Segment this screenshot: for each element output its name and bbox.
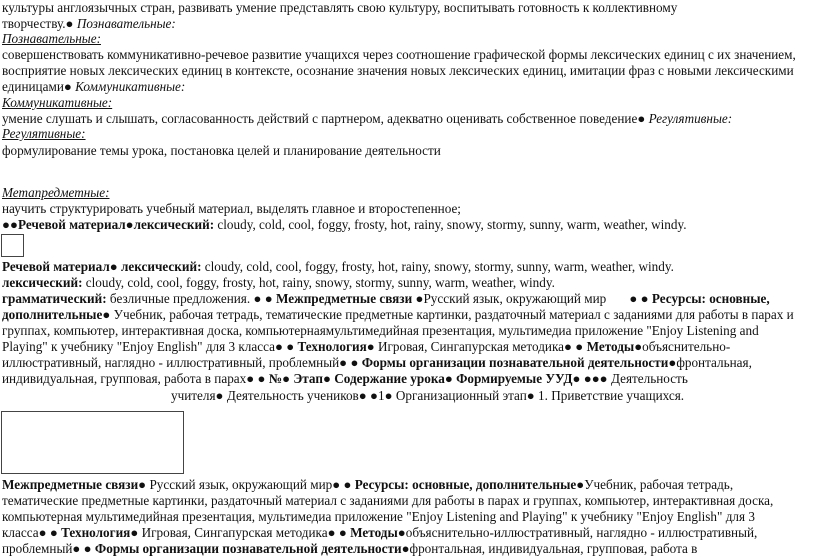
text-line	[2, 79, 185, 96]
bullet-icon: ●	[286, 339, 295, 354]
empty-box	[1, 234, 24, 257]
text-line	[2, 493, 773, 510]
text-run: фронтальная, индивидуальная, групповая, работа в	[409, 541, 698, 556]
bullet-icon: ●	[38, 525, 47, 540]
bullet-icon: ●	[572, 371, 581, 386]
bullet-icon: ●	[350, 355, 359, 370]
section-label-communicative: Коммуникативные:	[75, 79, 186, 94]
text-run: индивидуальная, групповая, работа в парах	[2, 371, 247, 386]
text-run: безличные предложения.	[106, 291, 254, 306]
bullet-icon: ●	[9, 217, 18, 232]
text-run: Познавательные:	[2, 31, 101, 46]
text-run: Формы организации познавательной деятельности	[358, 355, 669, 370]
text-run: Организационный этап	[392, 388, 527, 403]
bullet-icon: ●	[591, 371, 600, 386]
text-run: Методы	[346, 525, 398, 540]
bullet-icon: ●	[668, 355, 677, 370]
text-run: Этап	[290, 371, 323, 386]
text-run: Игровая, Сингапурская методика	[374, 339, 565, 354]
text-run: Ресурсы: основные,	[648, 291, 770, 306]
text-run: лексический:	[117, 259, 202, 274]
bullet-icon: ●	[576, 477, 585, 492]
text-run: Методы	[583, 339, 635, 354]
text-run: группах, компьютер, интерактивная доска, компьютернаямультимедийная презентация, мультимедиа приложение "Enjoy Listening and	[2, 323, 759, 338]
text-run: совершенствовать коммуникативно-речевое развитие учащихся через соотношение графической формы лексических единиц с их значением,	[2, 47, 796, 62]
text-line	[2, 477, 733, 494]
text-run: Playing" к учебнику "Enjoy English" для 3 класса	[2, 339, 275, 354]
text-line	[2, 339, 730, 356]
text-run: класса	[2, 525, 39, 540]
bullet-icon: ●	[338, 525, 347, 540]
bullet-icon: ●	[102, 307, 111, 322]
text-run: Коммуникативные:	[2, 95, 113, 110]
text-run: 1. Приветствие учащихся.	[534, 388, 685, 403]
text-run: Деятельность учеников	[223, 388, 359, 403]
text-run: Учебник, рабочая тетрадь, тематические предметные картинки, раздаточный материал с заданиями для работы в парах и	[110, 307, 794, 322]
text-run: Учебник, рабочая тетрадь,	[584, 477, 734, 492]
bullet-icon: ●	[274, 339, 283, 354]
text-line	[2, 355, 752, 372]
text-line	[2, 307, 794, 324]
bullet-icon: ●	[444, 371, 453, 386]
text-run: Речевой материал	[17, 217, 126, 232]
text-run: дополнительные	[2, 307, 103, 322]
bullet-icon: ●	[63, 79, 72, 94]
bullet-icon: ●	[215, 388, 224, 403]
text-run: Русский язык, окружающий мир	[423, 291, 607, 306]
text-line	[2, 63, 794, 80]
section-heading-regulatory	[2, 126, 86, 143]
bullet-icon: ●	[370, 388, 378, 403]
bullet-icon: ●	[583, 371, 592, 386]
bullet-icon: ●	[384, 388, 393, 403]
text-run: Ресурсы: основные, дополнительные	[351, 477, 577, 492]
text-run: фронтальная,	[676, 355, 752, 370]
bullet-icon: ●	[401, 541, 410, 556]
text-run: учителя	[171, 388, 216, 403]
text-run: единицами	[2, 79, 64, 94]
bullet-icon: ●	[246, 371, 255, 386]
bullet-icon: ●	[599, 371, 608, 386]
text-line	[2, 143, 441, 160]
bullet-icon: ●	[125, 217, 134, 232]
text-run: cloudy, cold, cool, foggy, frosty, hot, rainy, snowy, stormy, sunny, warm, weather, windy.	[214, 217, 687, 232]
bullet-icon: ●	[637, 111, 646, 126]
text-line	[2, 275, 555, 292]
bullet-icon: ●	[130, 525, 139, 540]
text-run: умение слушать и слышать, согласованность действий с партнером, адекватно оценивать собственное поведение	[2, 111, 638, 126]
bullet-icon: ●	[634, 339, 643, 354]
text-run: объяснительно-	[642, 339, 731, 354]
section-heading-metasubject	[2, 185, 109, 202]
bullet-icon: ●	[322, 371, 331, 386]
bullet-icon: ●	[629, 291, 638, 306]
text-run: Русский язык, окружающий мир	[146, 477, 333, 492]
bullet-icon: ●	[327, 525, 336, 540]
bullet-icon: ●	[339, 355, 348, 370]
text-line	[2, 291, 770, 308]
bullet-icon: ●	[65, 16, 74, 31]
text-line	[2, 371, 688, 388]
text-line	[2, 323, 759, 340]
bullet-icon: ●	[72, 541, 81, 556]
text-run: Деятельность	[607, 371, 688, 386]
bullet-icon: ●	[415, 291, 424, 306]
bullet-icon: ●	[366, 339, 375, 354]
text-line	[2, 541, 697, 558]
text-run: Регулятивные:	[2, 126, 86, 141]
text-run: Межпредметные связи	[272, 291, 416, 306]
text-run: Формируемые УУД	[452, 371, 573, 386]
empty-box	[1, 411, 184, 474]
text-run: 1	[378, 388, 385, 403]
text-run: №	[265, 371, 283, 386]
bullet-icon: ●	[282, 371, 291, 386]
section-heading-communicative	[2, 95, 112, 112]
section-heading-cognitive	[2, 31, 101, 48]
text-run: формулирование темы урока, постановка целей и планирование деятельности	[2, 143, 441, 158]
text-run: проблемный	[2, 541, 73, 556]
text-run: Формы организации познавательной деятельности	[91, 541, 402, 556]
bullet-icon: ●	[2, 217, 10, 232]
text-run: тематические предметные картинки, раздаточный материал с заданиями для работы в парах и группах, компьютер, интерактивная доска,	[2, 493, 774, 508]
bullet-icon: ●	[49, 525, 58, 540]
text-run: cloudy, cold, cool, foggy, frosty, hot, rainy, snowy, stormy, sunny, warm, weather, windy.	[82, 275, 555, 290]
text-run: культуры англоязычных стран, развивать умение представлять свою культуру, воспитывать готовность к коллективному	[2, 0, 678, 15]
bullet-icon: ●	[564, 339, 572, 354]
bullet-icon: ●	[257, 371, 266, 386]
text-line	[2, 259, 674, 276]
text-line	[2, 47, 796, 64]
bullet-icon: ●	[575, 339, 584, 354]
text-run: творчеству.	[2, 16, 66, 31]
bullet-icon: ●	[332, 477, 341, 492]
bullet-icon: ●	[640, 291, 649, 306]
bullet-icon: ●	[358, 388, 367, 403]
text-run: объяснительно-иллюстративный, наглядно - иллюстративный,	[405, 525, 758, 540]
text-line	[2, 201, 461, 218]
text-run: Игровая, Сингапурская методика	[138, 525, 328, 540]
text-line	[2, 509, 755, 526]
text-run: Технология	[57, 525, 131, 540]
bullet-icon: ●	[138, 477, 147, 492]
bullet-icon: ●	[343, 477, 352, 492]
text-run: компьютерная мультимедийная презентация, мультимедиа приложение "Enjoy Listening and Playing" к учебнику "Enjoy English" для 3	[2, 509, 755, 524]
text-line	[2, 525, 757, 542]
text-line	[171, 388, 684, 405]
text-run: восприятие новых лексических единиц в контексте, осознание значения новых лексических единиц, имитации фраз с новыми лексическими	[2, 63, 794, 78]
section-label-regulatory: Регулятивные:	[648, 111, 733, 126]
text-run: Технология	[294, 339, 367, 354]
text-run: Межпредметные связи	[2, 477, 139, 492]
text-run: научить структурировать учебный материал, выделять главное и второстепенное;	[2, 201, 461, 216]
bullet-icon: ●	[109, 259, 118, 274]
text-run: грамматический:	[2, 291, 107, 306]
text-line	[2, 111, 732, 128]
text-run: Метапредметные:	[2, 185, 110, 200]
text-run: лексический:	[133, 217, 215, 232]
text-run: лексический:	[2, 275, 83, 290]
bullet-icon: ●	[264, 291, 273, 306]
text-run: cloudy, cold, cool, foggy, frosty, hot, rainy, snowy, stormy, sunny, warm, weather, windy.	[201, 259, 674, 274]
text-run: иллюстративный, наглядно - иллюстративный, проблемный	[2, 355, 340, 370]
bullet-icon: ●	[253, 291, 262, 306]
bullet-icon: ●	[526, 388, 535, 403]
text-run: Речевой материал	[2, 259, 110, 274]
text-line	[2, 217, 687, 234]
bullet-icon: ●	[397, 525, 406, 540]
text-run: Содержание урока	[330, 371, 445, 386]
bullet-icon: ●	[83, 541, 92, 556]
section-label-cognitive: Познавательные:	[76, 16, 176, 31]
text-line	[2, 0, 677, 17]
